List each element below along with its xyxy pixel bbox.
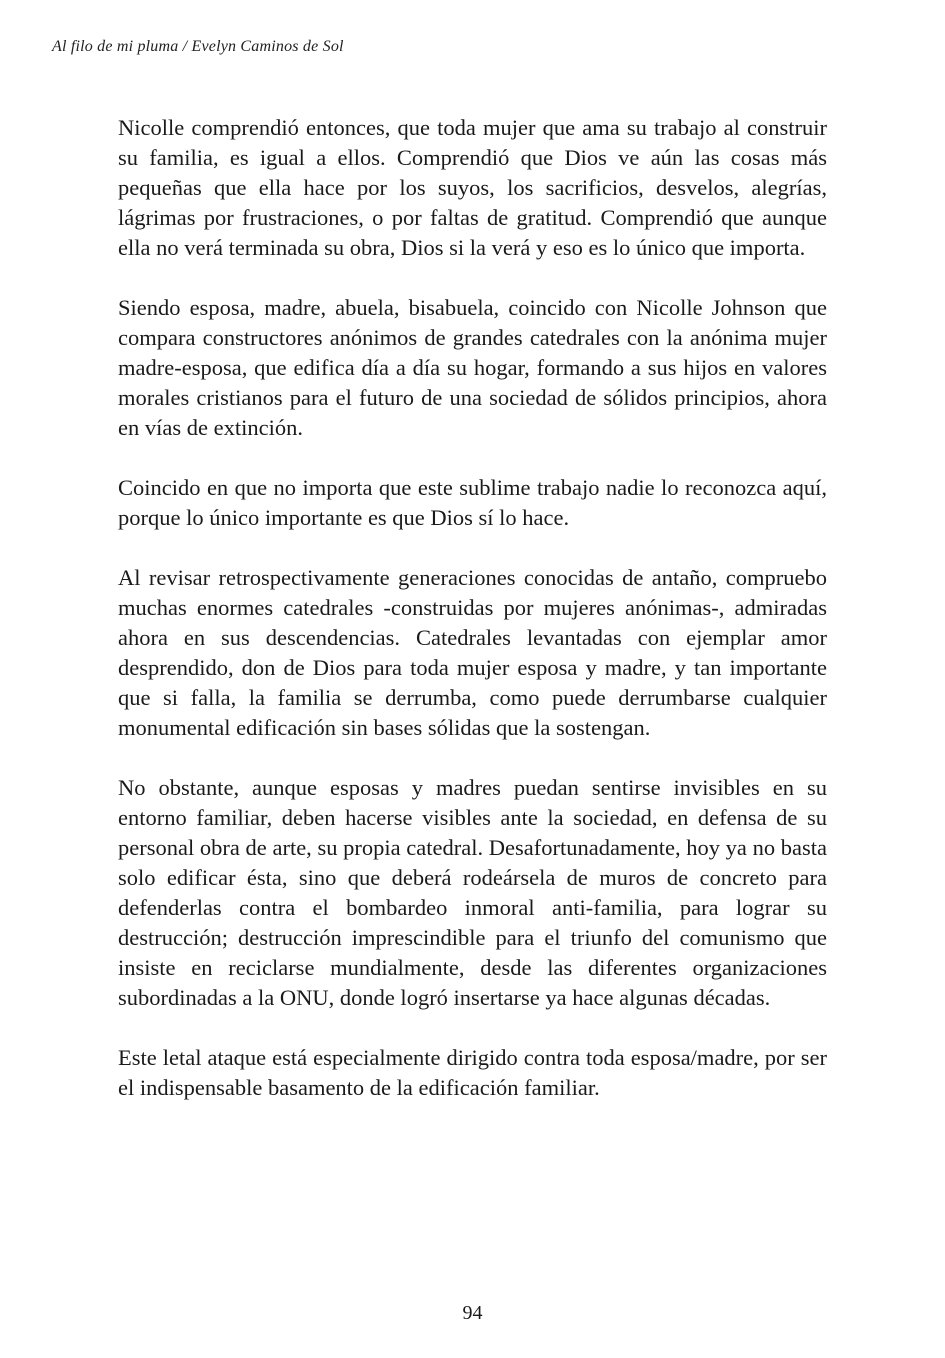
running-header: Al filo de mi pluma / Evelyn Caminos de Sol — [52, 38, 344, 55]
paragraph-5: No obstante, aunque esposas y madres puedan sentirse invisibles en su entorno familiar, deben hacerse visibles ante la sociedad, en defensa de su personal obra de arte, su propia catedral. Desafortunadamente, hoy ya no basta solo edificar ésta, sino que deberá rodeársela de muros de concreto para defenderlas contra el bombardeo inmoral anti-familia, para lograr su destrucción; destrucción imprescindible para el triunfo del comunismo que insiste en reciclarse mundialmente, desde las diferentes organizaciones subordinadas a la ONU, donde logró insertarse ya hace algunas décadas. — [118, 775, 827, 1010]
paragraph-3: Coincido en que no importa que este sublime trabajo nadie lo reconozca aquí, porque lo único importante es que Dios sí lo hace. — [118, 475, 827, 530]
body-text — [118, 113, 827, 1133]
paragraph-2: Siendo esposa, madre, abuela, bisabuela, coincido con Nicolle Johnson que compara constructores anónimos de grandes catedrales con la anónima mujer madre-esposa, que edifica día a día su hogar, formando a sus hijos en valores morales cristianos para el futuro de una sociedad de sólidos principios, ahora en vías de extinción. — [118, 295, 827, 440]
paragraph-6: Este letal ataque está especialmente dirigido contra toda esposa/madre, por ser el indispensable basamento de la edificación familiar. — [118, 1045, 827, 1100]
page-number: 94 — [462, 1302, 483, 1324]
paragraph-1: Nicolle comprendió entonces, que toda mujer que ama su trabajo al construir su familia, es igual a ellos. Comprendió que Dios ve aún las cosas más pequeñas que ella hace por los suyos, los sacrificios, desvelos, alegrías, lágrimas por frustraciones, o por faltas de gratitud. Comprendió que aunque ella no verá terminada su obra, Dios si la verá y eso es lo único que importa. — [118, 115, 827, 260]
paragraph-4: Al revisar retrospectivamente generaciones conocidas de antaño, compruebo muchas enormes catedrales -construidas por mujeres anónimas-, admiradas ahora en sus descendencias. Catedrales levantadas con ejemplar amor desprendido, don de Dios para toda mujer esposa y madre, y tan importante que si falla, la familia se derrumba, como puede derrumbarse cualquier monumental edificación sin bases sólidas que la sostengan. — [118, 565, 827, 740]
